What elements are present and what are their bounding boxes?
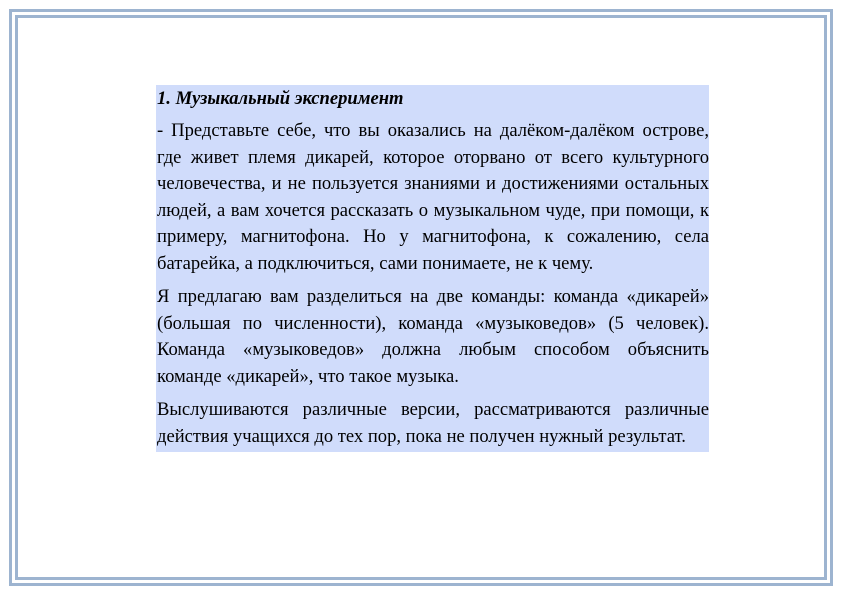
paragraph-teams: Я предлагаю вам разделиться на две команды: команда «дикарей» (большая по численности), команда «музыковедов» (5 человек). Команда «музыковедов» должна любым способом объяснить команде «дикарей», что такое музыка. <box>157 286 709 387</box>
slide-heading: 1. Музыкальный эксперимент <box>157 88 404 109</box>
paragraph-result: Выслушиваются различные версии, рассматриваются различные действия учащихся до тех пор, пока не получен нужный результат. <box>157 399 709 447</box>
paragraph-intro: - Представьте себе, что вы оказались на далёком-далёком острове, где живет племя дикарей, которое оторвано от всего культурного человечества, и не пользуется знаниями и достижениями остальных людей, а вам хочется рассказать о музыкальном чуде, при помощи, к примеру, магнитофона. Но у магнитофона, к сожалению, села батарейка, а подключиться, сами понимаете, не к чему. <box>157 120 709 274</box>
content-textbox <box>156 85 709 452</box>
